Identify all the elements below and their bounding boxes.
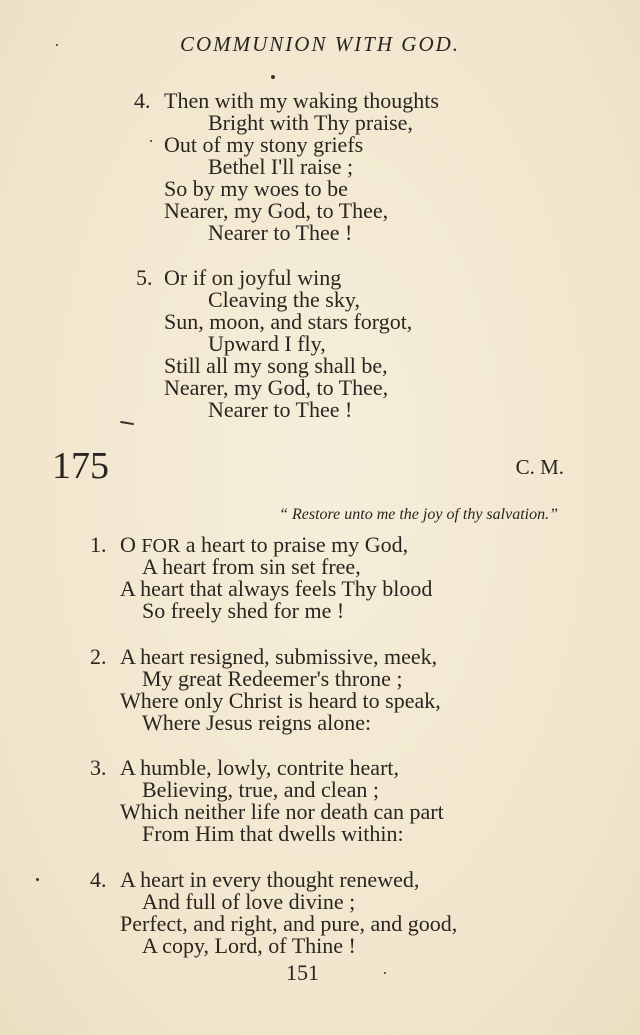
verse-line: A copy, Lord, of Thine ! — [142, 933, 356, 958]
running-head: COMMUNION WITH GOD. — [179, 32, 461, 56]
print-speck — [36, 878, 39, 881]
stanza-number: 3. — [90, 755, 107, 780]
stanza-number: 1. — [90, 532, 107, 557]
verse-line: A heart resigned, submissive, meek, — [120, 644, 438, 669]
verse-line: So freely shed for me ! — [142, 598, 345, 623]
verse-line: A humble, lowly, contrite heart, — [120, 755, 400, 780]
verse-line: Sun, moon, and stars forgot, — [164, 309, 413, 334]
print-speck — [384, 972, 386, 974]
verse-line: Perfect, and right, and pure, and good, — [120, 911, 458, 936]
hymn-meter: C. M. — [515, 455, 564, 479]
verse-line: Still all my song shall be, — [164, 353, 388, 378]
verse-line: From Him that dwells within: — [142, 821, 404, 846]
verse-line: Where only Christ is heard to speak, — [120, 688, 441, 713]
verse-line: A heart in every thought renewed, — [120, 867, 420, 892]
verse-line: Nearer to Thee ! — [208, 397, 353, 422]
hymn-epigraph: “ Restore unto me the joy of thy salvation.” — [279, 506, 558, 523]
verse-line: Believing, true, and clean ; — [142, 777, 380, 802]
verse-line: My great Redeemer's throne ; — [142, 666, 403, 691]
verse-line: Nearer to Thee ! — [208, 220, 353, 245]
verse-line: Out of my stony griefs — [164, 132, 364, 157]
hymn-number: 175 — [52, 445, 109, 487]
small-caps-word: FOR — [141, 535, 181, 557]
verse-line: Nearer, my God, to Thee, — [164, 375, 389, 400]
verse-line: Bethel I'll raise ; — [208, 154, 354, 179]
print-speck — [120, 421, 134, 425]
stanza-number: 2. — [90, 644, 107, 669]
verse-line: Bright with Thy praise, — [208, 110, 413, 135]
verse-line: Or if on joyful wing — [164, 265, 342, 290]
verse-line: And full of love divine ; — [142, 889, 356, 914]
verse-line: Then with my waking thoughts — [164, 88, 439, 113]
verse-line: Where Jesus reigns alone: — [142, 710, 372, 735]
print-speck — [150, 140, 152, 142]
stanza-number: 5. — [136, 265, 153, 290]
print-speck — [56, 44, 58, 46]
verse-line-rest: a heart to praise my God, — [180, 532, 409, 557]
verse-line: Which neither life nor death can part — [120, 799, 444, 824]
initial-word: O — [120, 532, 136, 557]
print-speck — [271, 75, 275, 79]
stanza-number: 4. — [134, 88, 151, 113]
verse-line: A heart from sin set free, — [142, 554, 361, 579]
stanza-number: 4. — [90, 867, 107, 892]
page-number: 151 — [286, 960, 319, 985]
verse-line: Nearer, my God, to Thee, — [164, 198, 389, 223]
verse-line: A heart that always feels Thy blood — [120, 576, 433, 601]
verse-line: Upward I fly, — [208, 331, 326, 356]
verse-line: Cleaving the sky, — [208, 287, 360, 312]
verse-line: So by my woes to be — [164, 176, 348, 201]
